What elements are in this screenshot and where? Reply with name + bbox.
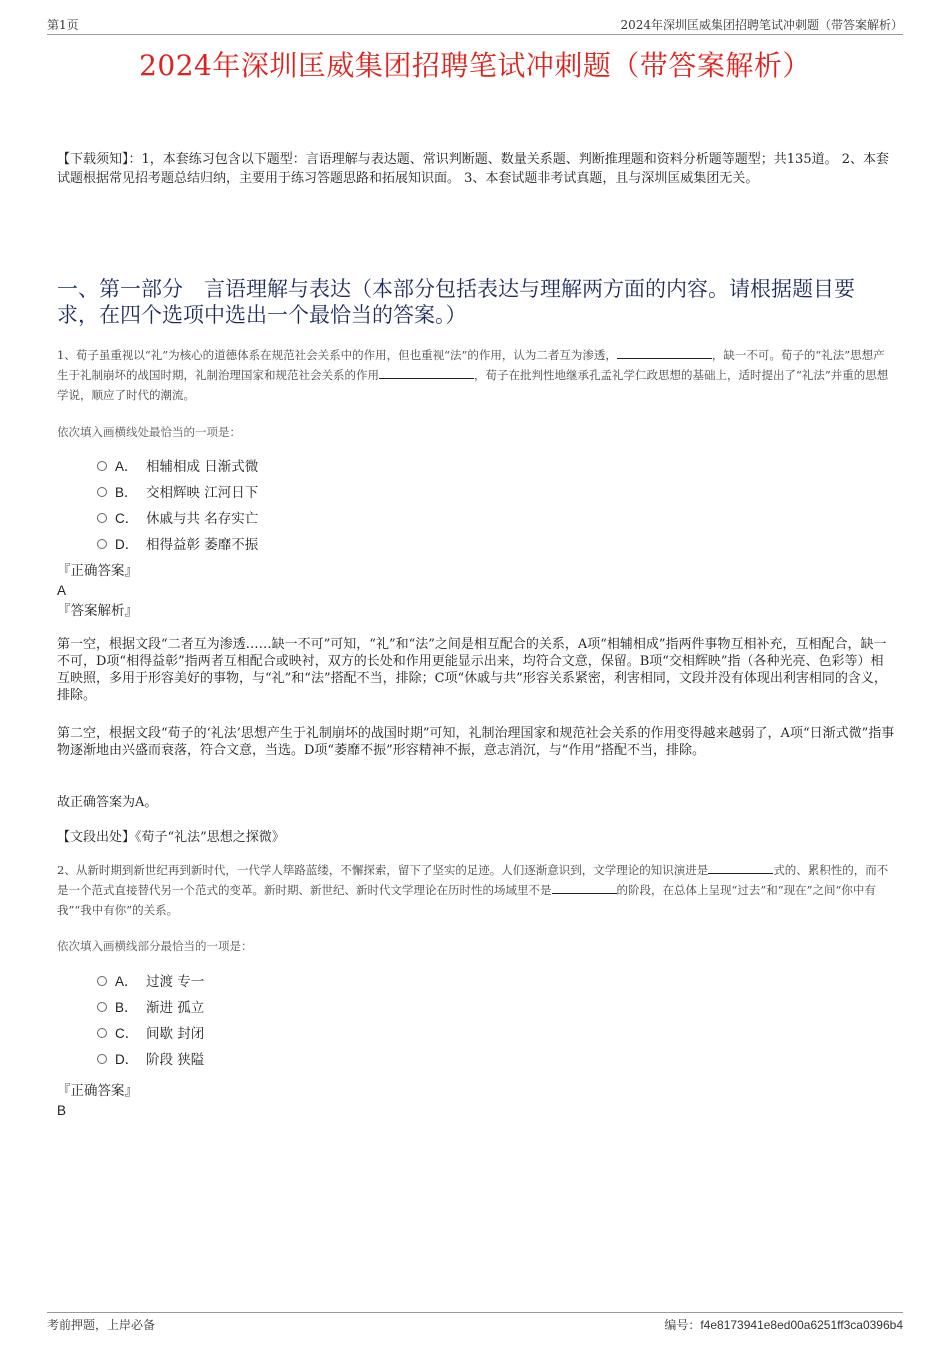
q2-text-part-b: 式的、累积性的，而不是一个范式直接替代另一个范式的变革。新时期、新世纪、新时代文学理论在历时性的场域里不是 [57,863,889,897]
q1-option-c[interactable]: C． 休戚与共 名存实亡 [97,505,597,531]
q1-analysis-paragraph-1: 第一空，根据文段“二者互为渗透……缺一不可”可知，“礼”和“法”之间是相互配合的关系，A项“相辅相成”指两件事物互相补充，互相配合，缺一不可，D项“相得益彰”指两者互相配合或映衬，双方的长处和作用更能显示出来，均符合文意，保留。B项“交相辉映”指（各种光亮、色彩等）相互映照，多用于形容美好的事物，与“礼”和“法”搭配不当，排除；C项“休戚与共”形容关系紧密，利害相同，文段并没有体现出利害相同的含义，排除。 [57,637,887,703]
q1-text-part-b: ，缺一不可。荀子的“礼法”思想产生于礼制崩坏的战国时期，礼制治理国家和规范社会关系的作用 [57,348,885,382]
q1-option-d[interactable]: D． 相得益彰 萎靡不振 [97,531,597,557]
q1-answer-label: 『正确答案』 [57,563,138,579]
q1-analysis-paragraph-2: 第二空，根据文段“荀子的‘礼法’思想产生于礼制崩坏的战国时期”可知，礼制治理国家和规范社会关系的作用变得越来越弱了，A项“日渐式微”指事物逐渐地由兴盛而衰落，符合文意，当选。D项“萎靡不振”形容精神不振，意志消沉，与“作用”搭配不当，排除。 [57,726,895,758]
question-2-text [57,860,895,920]
q2-blank-1 [708,861,773,874]
question-1-text [57,345,895,405]
question-1-options [97,453,597,557]
radio-icon[interactable] [97,976,107,986]
radio-icon[interactable] [97,1054,107,1064]
q1-blank-1 [617,346,712,359]
q2-option-c[interactable]: C． 间歇 封闭 [97,1020,597,1046]
radio-icon[interactable] [97,513,107,523]
q2-option-d[interactable]: D． 阶段 狭隘 [97,1046,597,1072]
q2-option-a[interactable]: A． 过渡 专一 [97,968,597,994]
q2-text-part-c: 的阶段，在总体上呈现“过去”和“现在”之间“你中有我”“我中有你”的关系。 [57,883,876,917]
q2-blank-2 [552,881,617,894]
radio-icon[interactable] [97,1002,107,1012]
header-doc-title: 2024年深圳匡威集团招聘笔试冲刺题（带答案解析） [620,18,903,32]
radio-icon[interactable] [97,461,107,471]
q1-blank-2 [379,366,474,379]
question-2-prompt: 依次填入画横线部分最恰当的一项是： [57,939,253,953]
q2-answer: B [57,1103,67,1118]
q1-text-part-a: 1、荀子虽重视以“礼”为核心的道德体系在规范社会关系中的作用，但也重视“法”的作用，认为二者互为渗透， [57,348,617,362]
footer-serial: 编号：f4e8173941e8ed00a6251ff3ca0396b4 [664,1318,903,1332]
radio-icon[interactable] [97,487,107,497]
q1-option-b[interactable]: B． 交相辉映 江河日下 [97,479,597,505]
q1-answer: A [57,583,67,598]
q1-text-part-c: ，荀子在批判性地继承孔孟礼学仁政思想的基础上，适时提出了“礼法”并重的思想学说，顺应了时代的潮流。 [57,368,889,402]
document-title: 2024年深圳匡威集团招聘笔试冲刺题（带答案解析） [139,49,811,82]
question-1-prompt: 依次填入画横线处最恰当的一项是： [57,425,241,439]
q2-option-b[interactable]: B． 渐进 孤立 [97,994,597,1020]
page-number: 第1页 [47,18,79,32]
page-header [47,14,903,35]
q2-answer-label: 『正确答案』 [57,1083,138,1099]
q2-text-part-a: 2、从新时期到新世纪再到新时代，一代学人筚路蓝缕，不懈探索，留下了坚实的足迹。人们逐渐意识到，文学理论的知识演进是 [57,863,709,877]
download-notice: 【下载须知】：1，本套练习包含以下题型：言语理解与表达题、常识判断题、数量关系题、判断推理题和资料分析题等题型；共135道。 2、本套试题根据常见招考题总结归纳，主要用于练习答题思路和拓展知识面。 3、本套试题非考试真题，且与深圳匡威集团无关。 [57,152,889,186]
q1-option-a[interactable]: A． 相辅相成 日渐式微 [97,453,597,479]
q1-conclusion: 故正确答案为A。 [57,795,158,810]
q1-analysis-label: 『答案解析』 [57,603,138,619]
q1-source: 【文段出处】《荀子“礼法”思想之探微》 [57,830,285,845]
footer-slogan: 考前押题，上岸必备 [47,1318,156,1332]
section-heading: 一、第一部分 言语理解与表达（本部分包括表达与理解两方面的内容。请根据题目要求，在四个选项中选出一个最恰当的答案。） [57,277,855,327]
radio-icon[interactable] [97,1028,107,1038]
question-2-options [97,968,597,1072]
radio-icon[interactable] [97,539,107,549]
page-footer [47,1312,903,1335]
